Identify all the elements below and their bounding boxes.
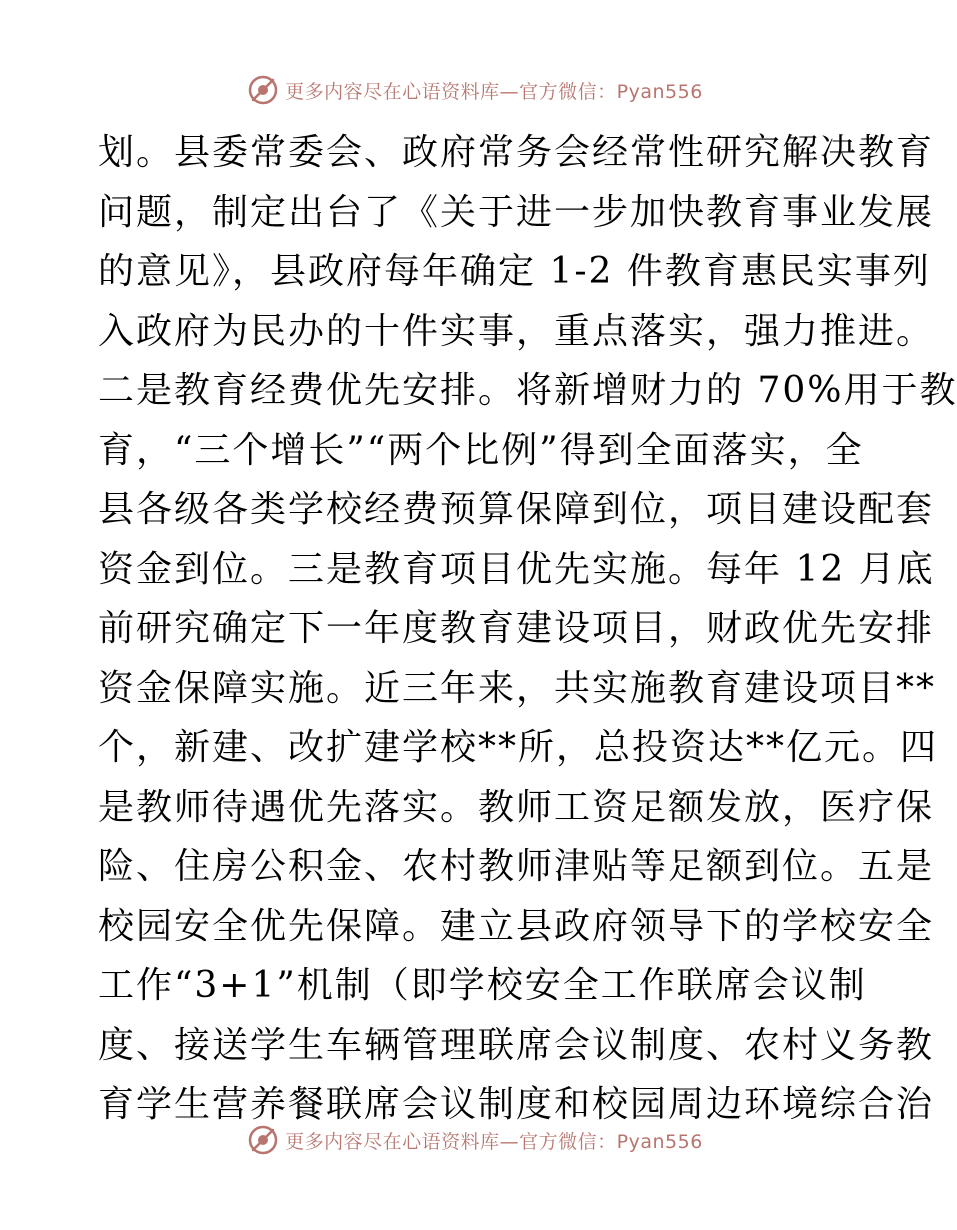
body-line: 资金到位。三是教育项目优先实施。每年 12 月底 xyxy=(98,548,935,590)
body-line: 险、住房公积金、农村教师津贴等足额到位。五是 xyxy=(98,846,935,887)
footer-banner xyxy=(0,1120,950,1160)
body-line: 划。县委常委会、政府常务会经常性研究解决教育 xyxy=(98,132,935,173)
body-line: 的意见》，县政府每年确定 1-2 件教育惠民实事列 xyxy=(98,251,931,292)
header-banner-text: 更多内容尽在心语资料库—官方微信：Pyan556 xyxy=(285,80,703,103)
body-line: 个，新建、改扩建学校**所，总投资达**亿元。四 xyxy=(98,727,939,768)
body-line: 二是教育经费优先安排。将新增财力的 70%用于教 xyxy=(98,370,957,411)
logo-icon xyxy=(247,1124,279,1156)
body-line: 资金保障实施。近三年来，共实施教育建设项目** xyxy=(98,667,937,709)
body-line: 度、接送学生车辆管理联席会议制度、农村义务教 xyxy=(98,1024,935,1066)
body-line: 问题，制定出台了《关于进一步加快教育事业发展 xyxy=(98,191,935,233)
body-line: 育学生营养餐联席会议制度和校园周边环境综合治 xyxy=(98,1084,935,1125)
body-line: 是教师待遇优先落实。教师工资足额发放，医疗保 xyxy=(98,786,935,828)
body-line: 入政府为民办的十件实事，重点落实，强力推进。 xyxy=(98,310,935,352)
logo-icon xyxy=(247,74,279,106)
body-line: 县各级各类学校经费预算保障到位，项目建设配套 xyxy=(98,489,935,530)
footer-banner-text: 更多内容尽在心语资料库—官方微信：Pyan556 xyxy=(285,1130,703,1153)
body-line: 前研究确定下一年度教育建设项目，财政优先安排 xyxy=(98,608,935,649)
header-banner xyxy=(0,70,950,110)
document-body xyxy=(98,123,957,1135)
body-line: 校园安全优先保障。建立县政府领导下的学校安全 xyxy=(98,905,935,947)
body-line: 工作“3+1”机制（即学校安全工作联席会议制 xyxy=(98,965,867,1006)
body-line: 育，“三个增长”“两个比例”得到全面落实，全 xyxy=(98,429,864,471)
